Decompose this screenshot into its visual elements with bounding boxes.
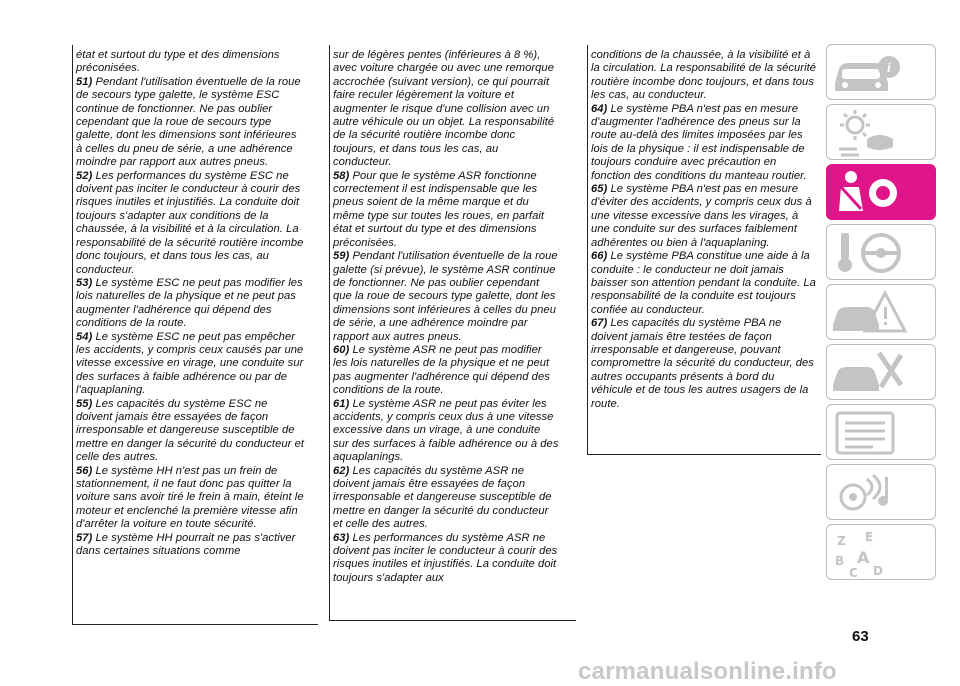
warning-paragraph [76,277,304,331]
warning-text: Le système PBA n'est pas en mesure d'augmenter l'adhérence des pneus sur la route au-delà des limites imposées par les lois de la physique : il est indispensable de toujours conduire avec précaution en fonction des conditions du manteau routier. [591,102,807,182]
tab-starting-driving[interactable] [826,224,936,280]
warning-text: Pendant l'utilisation éventuelle de la roue galette (si prévue), le système ASR continue de fonctionner. Ne pas oublier cependant que la roue de secours type galette, dont les dimensions sont inférieures à celles du pneu de série, a une adhérence moindre par rapport aux autres pneus. [333,250,558,343]
warning-number: 52) [76,169,93,182]
tab-emergency[interactable] [826,284,936,340]
warning-number: 51) [76,75,93,88]
warning-text: Le système HH pourrait ne pas s'activer dans certaines situations comme [76,531,296,558]
tab-maintenance[interactable] [826,344,936,400]
warning-number: 54) [76,330,93,343]
text-column-1 [76,49,304,558]
index-letters-icon [827,525,937,581]
warning-text: sur de légères pentes (inférieures à 8 %), avec voiture chargée ou avec une remorque accrochée (suivant version), ce qui pourrait faire reculer légèrement la voiture et augmenter le risque d'une collision avec un autre véhicule ou un objet. La responsabilité de la sécurité routière incombe donc toujours, et dans tous les cas, au conducteur. [333,49,555,169]
warning-text: conditions de la chaussée, à la visibilité et à la circulation. La responsabilité de la sécurité routière incombe donc toujours, et dans tous les cas, au conducteur. [591,49,817,102]
warning-number: 57) [76,531,93,544]
seatbelt-airbag-icon [827,165,937,221]
warning-paragraph [76,465,304,532]
warning-paragraph [333,465,559,532]
warning-text: Le système ASR ne peut pas modifier les lois naturelles de la physique et ne peut pas augmenter l'adhérence qui dépend des conditions de la route. [333,343,550,397]
warning-number: 53) [76,276,93,289]
text-column-3 [591,49,817,411]
warning-number: 61) [333,397,350,410]
warning-paragraph [591,183,817,250]
warning-paragraph [591,317,817,411]
warning-paragraph [76,76,304,170]
warning-paragraph [76,398,304,465]
warning-paragraph [591,49,817,103]
warning-number: 67) [591,317,608,330]
warning-paragraph [333,250,559,344]
warning-number: 56) [76,464,93,477]
warning-text: Le système ESC ne peut pas modifier les lois naturelles de la physique et ne peut pas augmenter l'adhérence qui dépend des conditions de la route. [76,276,303,330]
car-info-icon [827,45,937,101]
warning-text: Pour que le système ASR fonctionne correctement il est indispensable que les pneus soient de la même marque et du même type sur toutes les roues, en parfait état et surtout du type et des dimensions préconisées. [333,169,545,249]
tab-index[interactable] [826,524,936,580]
key-steering-wheel-icon [827,225,937,281]
warning-number: 63) [333,531,350,544]
tab-safety[interactable] [826,164,936,220]
svg-text:A: A [857,548,870,567]
warning-paragraph [333,344,559,398]
warning-paragraph [76,331,304,398]
warning-number: 60) [333,343,350,356]
warning-text: état et surtout du type et des dimensions préconisées. [76,49,280,75]
tab-car-info[interactable] [826,44,936,100]
warning-number: 64) [591,102,608,115]
warning-text: Les performances du système ASR ne doivent pas inciter le conducteur à courir des risques inutiles et injustifiés. La conduite doit toujours s'adapter aux [333,531,558,584]
warning-number: 59) [333,250,350,263]
warning-text: Pendant l'utilisation éventuelle de la roue de secours type galette, le système ESC continue de fonctionner. Ne pas oublier cependant que la roue de secours type galette, dont les dimensions sont inférieures à celles du pneu de série, a une adhérence moindre par rapport aux autres pneus. [76,75,301,169]
warning-paragraph [333,49,559,170]
warning-number: 65) [591,183,608,196]
watermark: carmanualsonline.info [578,658,837,685]
warning-text: Le système ESC ne peut pas empêcher les accidents, y compris ceux causés par une vitesse excessive en virage, une conduite sur des surfaces à faible adhérence ou par de l'aquaplaning. [76,330,304,397]
svg-text:B: B [835,554,845,568]
warning-paragraph [333,398,559,465]
dashboard-lights-icon [827,105,937,161]
maintenance-tools-icon [827,345,937,401]
warning-text: Le système ASR ne peut pas éviter les accidents, y compris ceux dus à une vitesse excessive dans un virage, à une conduite sur des surfaces à faible adhérence ou à des aquaplanings. [333,397,559,464]
svg-text:i: i [887,61,891,76]
tab-technical-data[interactable] [826,404,936,460]
warning-text: Les capacités du système ASR ne doivent jamais être essayées de façon irresponsable et dangereuse susceptible de mettre en danger la sécurité du conducteur et celle des autres. [333,464,552,531]
warning-text: Les capacités du système PBA ne doivent jamais être testées de façon irresponsable et dangereuse, pouvant compromettre la sécurité du conducteur, des autres occupants présents à bord du véhicule et de tous les autres usagers de la route. [591,317,814,410]
text-column-2 [333,49,559,585]
multimedia-icon [827,465,937,521]
warning-text: Les performances du système ESC ne doivent pas inciter le conducteur à courir des risques inutiles et injustifiés. La conduite doit toujours s'adapter aux conditions de la chaussée, à la visibilité et à la circulation. La responsabilité de la sécurité routière incombe donc toujours, et dans tous les cas, au conducteur. [76,169,304,276]
warning-paragraph [591,250,817,317]
warning-paragraph [76,532,304,559]
warning-triangle-icon [827,285,937,341]
warning-number: 62) [333,464,350,477]
warning-paragraph [76,49,304,76]
warning-number: 55) [76,397,93,410]
warning-text: Le système PBA n'est pas en mesure d'éviter des accidents, y compris ceux dus à une vitesse excessive dans les virages, à une conduite sur des surfaces faiblement adhérentes ou bien à l'aquaplaning. [591,183,812,249]
warning-paragraph [591,103,817,183]
svg-text:D: D [873,564,883,578]
warning-number: 58) [333,169,350,182]
svg-text:E: E [865,530,874,544]
tab-multimedia[interactable] [826,464,936,520]
warning-paragraph [333,532,559,586]
tab-dashboard[interactable] [826,104,936,160]
warning-paragraph [333,170,559,250]
svg-text:C: C [849,566,858,580]
page-number: 63 [852,628,869,645]
warning-text: Le système PBA constitue une aide à la conduite : le conducteur ne doit jamais baisser son attention pendant la conduite. La responsabilité de la conduite est toujours confiée au conducteur. [591,250,816,316]
warning-text: Les capacités du système ESC ne doivent jamais être essayées de façon irresponsable et dangereuse susceptible de mettre en danger la sécurité du conducteur et celle des autres. [76,397,304,464]
warning-paragraph [76,170,304,277]
warning-number: 66) [591,250,608,263]
svg-text:Z: Z [837,534,846,548]
warning-text: Le système HH n'est pas un frein de stationnement, il ne faut donc pas quitter la voiture sans avoir tiré le frein à main, éteint le moteur et enclenché la première vitesse afin d'arrêter la voiture en toute sécurité. [76,464,304,531]
technical-data-icon [827,405,937,461]
